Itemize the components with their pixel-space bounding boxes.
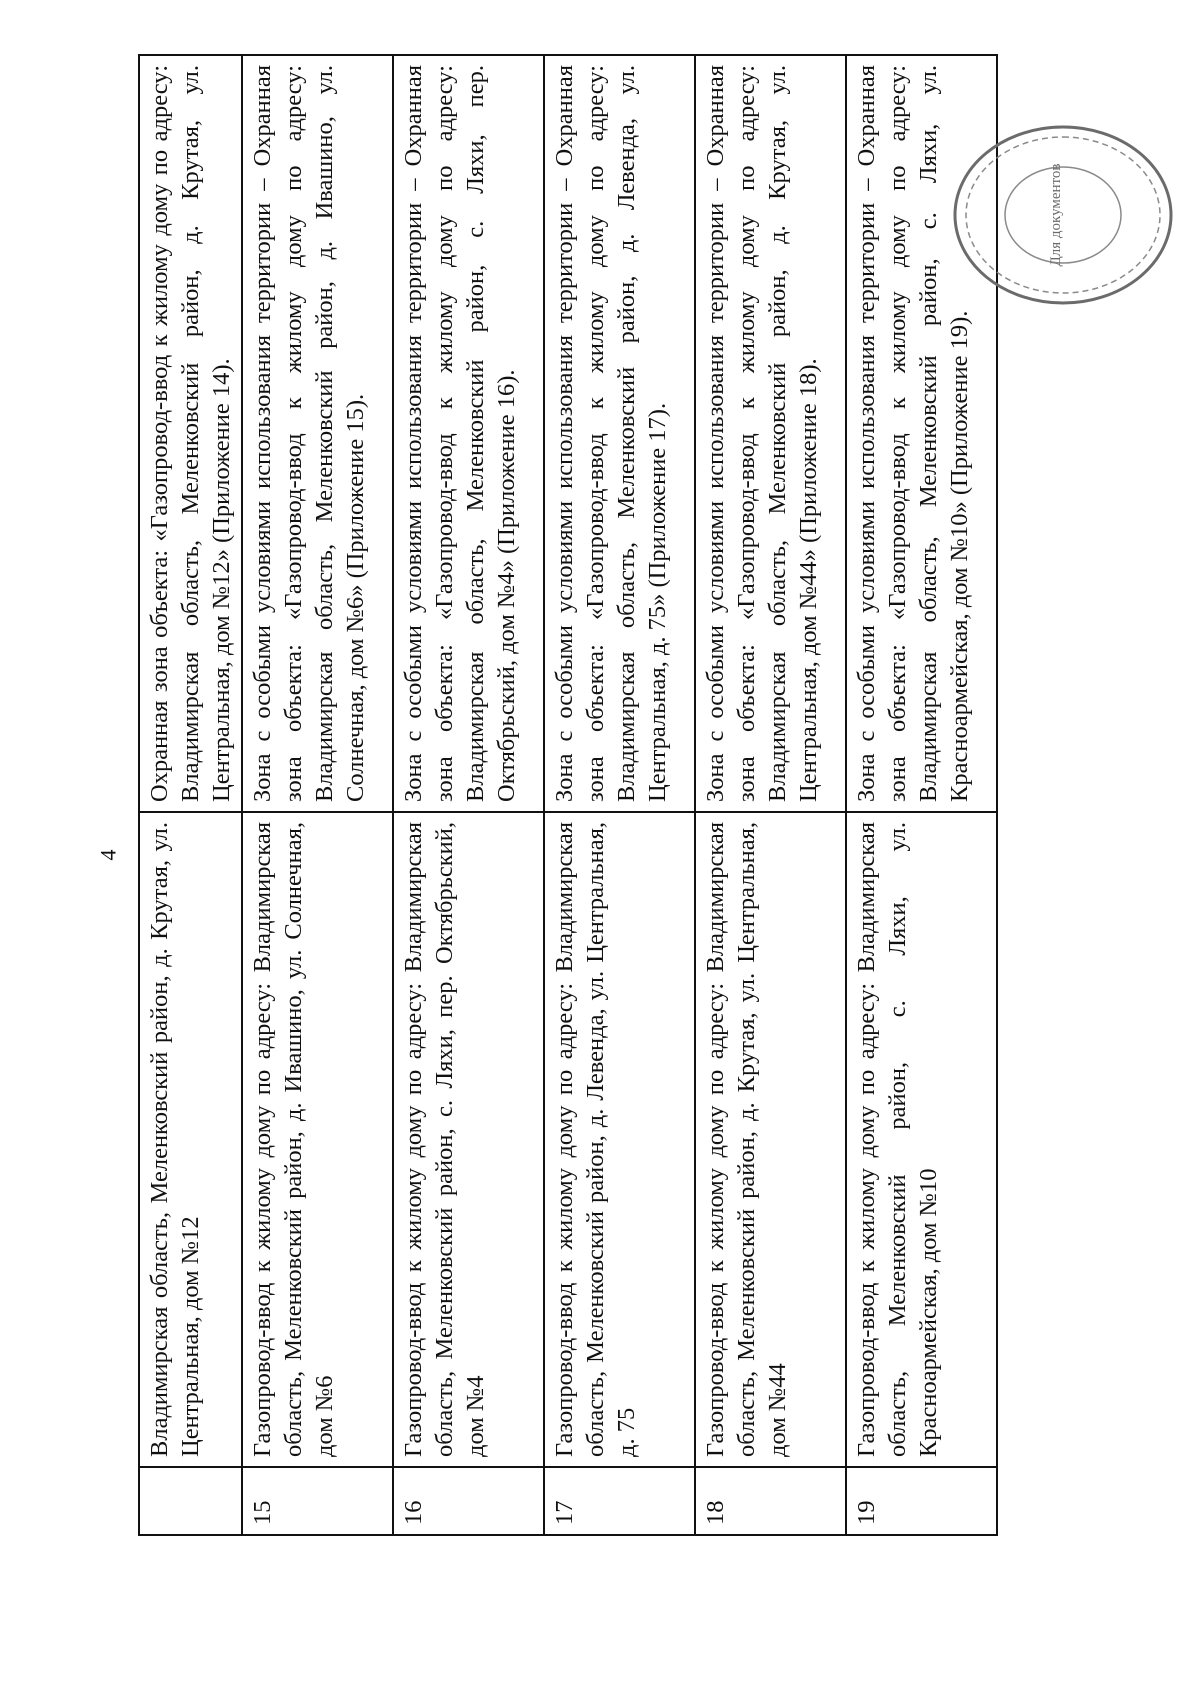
- zone-description: Охранная зона объекта: «Газопровод-ввод к жилому дому по адресу: Владимирская область, Меленковский район, д. Крутая, ул. Центральная, дом №12» (Приложение 14).: [139, 55, 242, 812]
- zone-description: Зона с особыми условиями использования территории – Охранная зона объекта: «Газопровод-ввод к жилому дому по адресу: Владимирская область, Меленковский район, с. Ляхи, ул. Красноармейская, дом №10» (Приложение 19).: [846, 55, 997, 812]
- zone-description: Зона с особыми условиями использования территории – Охранная зона объекта: «Газопровод-ввод к жилому дому по адресу: Владимирская область, Меленковский район, д. Крутая, ул. Центральная, дом №44» (Приложение 18).: [695, 55, 846, 812]
- table-row: [695, 55, 846, 1535]
- object-description: Газопровод-ввод к жилому дому по адресу: Владимирская область, Меленковский район, д. Крутая, ул. Центральная, дом №44: [695, 812, 846, 1467]
- object-description: Газопровод-ввод к жилому дому по адресу: Владимирская область, Меленковский район, с. Ляхи, пер. Октябрьский, дом №4: [393, 812, 544, 1467]
- row-number: [139, 1467, 242, 1535]
- row-number: 16: [393, 1467, 544, 1535]
- table-row: [139, 55, 242, 1535]
- row-number: 17: [544, 1467, 695, 1535]
- register-table: [138, 54, 998, 1536]
- object-description: Газопровод-ввод к жилому дому по адресу: Владимирская область, Меленковский район, д. Левенда, ул. Центральная, д. 75: [544, 812, 695, 1467]
- row-number: 19: [846, 1467, 997, 1535]
- table-row: [393, 55, 544, 1535]
- zone-description: Зона с особыми условиями использования территории – Охранная зона объекта: «Газопровод-ввод к жилому дому по адресу: Владимирская область, Меленковский район, д. Ивашино, ул. Солнечная, дом №6» (Приложение 15).: [242, 55, 393, 812]
- register-table-rotated: [138, 54, 973, 1536]
- zone-description: Зона с особыми условиями использования территории – Охранная зона объекта: «Газопровод-ввод к жилому дому по адресу: Владимирская область, Меленковский район, с. Ляхи, пер. Октябрьский, дом №4» (Приложение 16).: [393, 55, 544, 812]
- table-row: [544, 55, 695, 1535]
- object-description: Газопровод-ввод к жилому дому по адресу: Владимирская область, Меленковский район, с. Ляхи, ул. Красноармейская, дом №10: [846, 812, 997, 1467]
- row-number: 15: [242, 1467, 393, 1535]
- page-number: 4: [95, 849, 121, 861]
- zone-description: Зона с особыми условиями использования территории – Охранная зона объекта: «Газопровод-ввод к жилому дому по адресу: Владимирская область, Меленковский район, д. Левенда, ул. Центральная, д. 75» (Приложение 17).: [544, 55, 695, 812]
- stamp-text-line1: Для документов: [1048, 163, 1064, 267]
- object-description: Газопровод-ввод к жилому дому по адресу: Владимирская область, Меленковский район, д. Ивашино, ул. Солнечная, дом №6: [242, 812, 393, 1467]
- round-seal-stamp-icon: [948, 120, 1178, 310]
- table-row: [242, 55, 393, 1535]
- row-number: 18: [695, 1467, 846, 1535]
- object-description: Владимирская область, Меленковский район, д. Крутая, ул. Центральная, дом №12: [139, 812, 242, 1467]
